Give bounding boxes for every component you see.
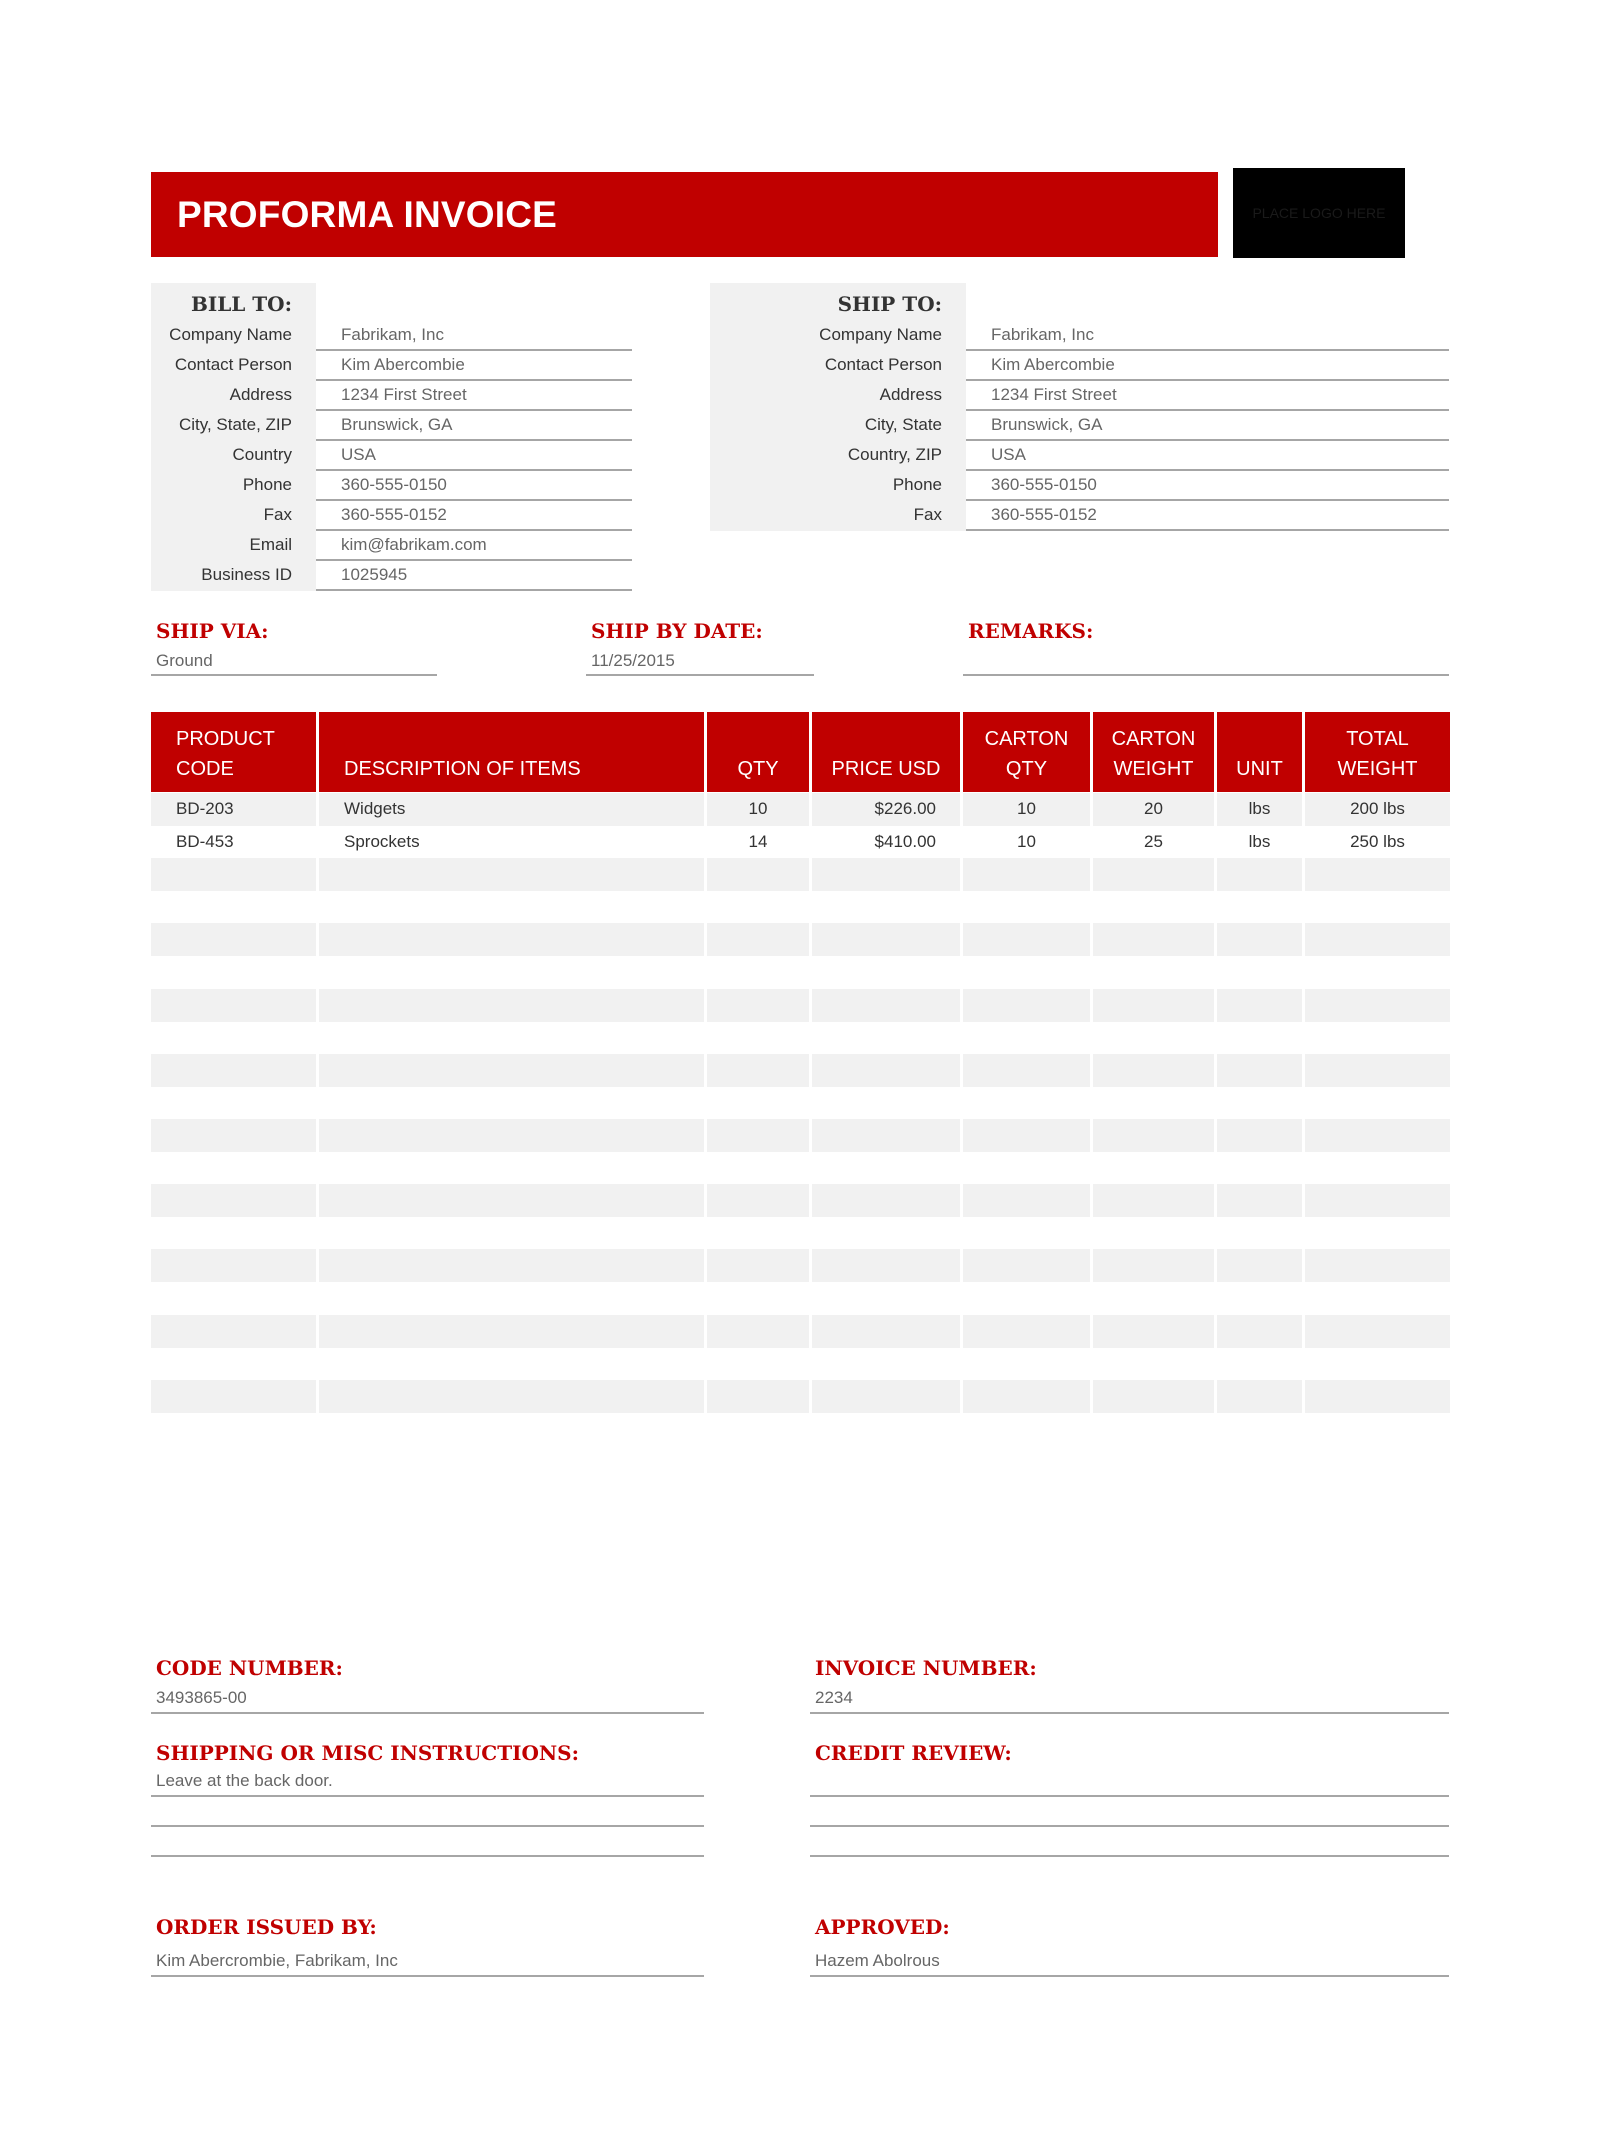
ship-to-row <box>710 471 1449 501</box>
table-cell-price[interactable] <box>812 1021 960 1054</box>
table-cell-price[interactable] <box>812 1217 960 1250</box>
credit-review-label: CREDIT REVIEW: <box>815 1741 1012 1765</box>
table-cell-unit[interactable] <box>1217 1119 1302 1152</box>
table-cell-price[interactable] <box>812 891 960 924</box>
table-cell-code[interactable] <box>151 891 316 924</box>
header-total-weight: TOTAL WEIGHT <box>1305 712 1450 792</box>
table-cell-qty[interactable] <box>707 989 809 1022</box>
approved-field[interactable] <box>810 1945 1449 1977</box>
table-cell-carton-weight[interactable] <box>1093 1249 1214 1282</box>
table-cell-unit[interactable] <box>1217 1086 1302 1119</box>
logo-placeholder[interactable] <box>1233 168 1405 258</box>
table-cell-desc[interactable]: Widgets <box>319 793 704 826</box>
bill-to-row <box>151 531 632 561</box>
field-value[interactable]: Kim Abercombie <box>316 351 632 381</box>
table-cell-total-weight[interactable] <box>1305 891 1450 924</box>
table-cell-desc[interactable] <box>319 1152 704 1185</box>
bill-to-row <box>151 501 632 531</box>
table-cell-qty[interactable] <box>707 1086 809 1119</box>
table-cell-qty[interactable] <box>707 1249 809 1282</box>
table-cell-desc[interactable] <box>319 1184 704 1217</box>
table-cell-desc[interactable] <box>319 1217 704 1250</box>
table-cell-unit[interactable] <box>1217 1282 1302 1315</box>
field-label: Email <box>249 535 292 554</box>
field-value[interactable]: 360-555-0150 <box>316 471 632 501</box>
table-cell-total-weight[interactable] <box>1305 1315 1450 1348</box>
table-cell-total-weight[interactable] <box>1305 1184 1450 1217</box>
header-carton-weight: CARTON WEIGHT <box>1093 712 1214 792</box>
table-cell-qty[interactable] <box>707 1184 809 1217</box>
table-cell-code[interactable] <box>151 1217 316 1250</box>
table-cell-price[interactable] <box>812 1347 960 1380</box>
ship-to-row <box>710 381 1449 411</box>
field-value[interactable]: 1234 First Street <box>316 381 632 411</box>
table-cell-unit[interactable] <box>1217 989 1302 1022</box>
ship-via-value: Ground <box>156 651 213 670</box>
table-cell-total-weight[interactable] <box>1305 956 1450 989</box>
table-cell-qty[interactable] <box>707 923 809 956</box>
table-cell-code[interactable] <box>151 1380 316 1413</box>
header-price: PRICE USD <box>812 712 960 792</box>
table-cell-code[interactable] <box>151 1152 316 1185</box>
remarks-field[interactable] <box>963 648 1449 676</box>
remarks-label: REMARKS: <box>968 619 1094 643</box>
table-cell-code[interactable] <box>151 956 316 989</box>
bill-to-row <box>151 321 632 351</box>
ship-by-date-value: 11/25/2015 <box>591 651 675 670</box>
table-cell-carton-qty[interactable] <box>963 1217 1090 1250</box>
table-cell-unit[interactable] <box>1217 1347 1302 1380</box>
table-cell-desc[interactable] <box>319 1282 704 1315</box>
table-cell-code[interactable]: BD-453 <box>176 832 234 851</box>
table-cell-desc[interactable] <box>319 1119 704 1152</box>
table-cell-price[interactable] <box>812 858 960 891</box>
table-cell-desc[interactable]: Sprockets <box>344 832 420 851</box>
table-cell-carton-weight[interactable] <box>1093 923 1214 956</box>
field-value[interactable]: USA <box>966 441 1449 471</box>
table-cell-qty[interactable] <box>707 1021 809 1054</box>
table-cell-carton-weight[interactable] <box>1093 1152 1214 1185</box>
table-cell-code[interactable] <box>151 1119 316 1152</box>
table-cell-carton-qty[interactable]: 10 <box>1017 832 1036 851</box>
table-cell-price[interactable] <box>812 956 960 989</box>
invoice-number-field[interactable] <box>810 1684 1449 1714</box>
ship-via-label: SHIP VIA: <box>156 619 269 643</box>
table-cell-total-weight[interactable] <box>1305 1249 1450 1282</box>
table-cell-carton-qty[interactable] <box>963 1086 1090 1119</box>
table-cell-unit[interactable] <box>1217 923 1302 956</box>
table-cell-carton-qty[interactable] <box>963 1054 1090 1087</box>
table-cell-desc[interactable] <box>319 858 704 891</box>
table-cell-desc[interactable] <box>319 1021 704 1054</box>
table-cell-carton-weight[interactable] <box>1093 1119 1214 1152</box>
table-cell-total-weight[interactable] <box>1305 1086 1450 1119</box>
table-cell-total-weight[interactable] <box>1305 1380 1450 1413</box>
ship-to-row <box>710 441 1449 471</box>
table-cell-total-weight[interactable] <box>1305 1119 1450 1152</box>
bill-to-row <box>151 351 632 381</box>
table-cell-code[interactable] <box>151 923 316 956</box>
table-cell-price[interactable] <box>812 1086 960 1119</box>
table-cell-qty[interactable] <box>707 1054 809 1087</box>
table-cell-carton-qty[interactable] <box>963 1249 1090 1282</box>
table-cell-price[interactable] <box>812 1380 960 1413</box>
table-cell-carton-qty[interactable] <box>963 956 1090 989</box>
table-cell-code[interactable] <box>151 1054 316 1087</box>
table-cell-code[interactable]: BD-203 <box>151 793 316 826</box>
credit-review-line-2[interactable] <box>810 1797 1449 1827</box>
bill-to-row <box>151 381 632 411</box>
ship-to-row <box>710 321 1449 351</box>
table-cell-total-weight[interactable] <box>1305 1054 1450 1087</box>
field-label: Company Name <box>819 325 942 344</box>
header-description: DESCRIPTION OF ITEMS <box>319 712 704 792</box>
table-cell-qty[interactable]: 10 <box>707 793 809 826</box>
field-value[interactable]: kim@fabrikam.com <box>316 531 632 561</box>
code-number-field[interactable] <box>151 1684 704 1714</box>
table-cell-unit[interactable] <box>1217 1054 1302 1087</box>
field-label: Phone <box>242 475 292 494</box>
table-cell-code[interactable] <box>151 1021 316 1054</box>
table-cell-total-weight[interactable] <box>1305 858 1450 891</box>
field-label: Contact Person <box>174 355 292 374</box>
shipping-instructions-line-3[interactable] <box>151 1827 704 1857</box>
table-cell-unit[interactable] <box>1217 1315 1302 1348</box>
shipping-instructions-value: Leave at the back door. <box>156 1771 333 1790</box>
table-cell-qty[interactable] <box>707 1315 809 1348</box>
field-label: City, State, ZIP <box>178 415 292 434</box>
table-cell-qty[interactable] <box>707 1347 809 1380</box>
credit-review-line-1[interactable] <box>810 1767 1449 1797</box>
field-value[interactable]: Fabrikam, Inc <box>316 321 632 351</box>
table-cell-carton-qty[interactable] <box>963 989 1090 1022</box>
order-issued-field[interactable] <box>151 1945 704 1977</box>
field-label: Country <box>232 445 292 464</box>
field-label: Address <box>879 385 942 404</box>
field-label: Contact Person <box>824 355 942 374</box>
table-cell-carton-weight[interactable] <box>1093 858 1214 891</box>
table-cell-unit[interactable]: lbs <box>1217 793 1302 826</box>
table-cell-total-weight[interactable] <box>1305 1217 1450 1250</box>
title-banner <box>151 172 1218 257</box>
table-cell-price[interactable] <box>812 989 960 1022</box>
shipping-instructions-label: SHIPPING OR MISC INSTRUCTIONS: <box>156 1741 579 1765</box>
table-cell-unit[interactable] <box>1217 1021 1302 1054</box>
table-cell-carton-qty[interactable] <box>963 1380 1090 1413</box>
table-cell-qty[interactable] <box>707 1282 809 1315</box>
invoice-number-label: INVOICE NUMBER: <box>815 1656 1037 1680</box>
table-cell-total-weight[interactable] <box>1305 1282 1450 1315</box>
table-cell-total-weight[interactable] <box>1305 923 1450 956</box>
table-cell-carton-qty[interactable] <box>963 858 1090 891</box>
table-cell-code[interactable] <box>151 1249 316 1282</box>
bill-to-row <box>151 471 632 501</box>
table-cell-carton-qty[interactable] <box>963 923 1090 956</box>
table-cell-desc[interactable] <box>319 891 704 924</box>
table-cell-unit[interactable]: lbs <box>1248 832 1271 851</box>
table-cell-price[interactable] <box>812 1184 960 1217</box>
approved-value: Hazem Abolrous <box>815 1951 940 1970</box>
field-label: Company Name <box>169 325 292 344</box>
table-cell-price[interactable] <box>812 1249 960 1282</box>
table-cell-unit[interactable] <box>1217 956 1302 989</box>
table-cell-carton-weight[interactable] <box>1093 1184 1214 1217</box>
code-number-value: 3493865-00 <box>156 1688 247 1707</box>
header-carton-qty: CARTON QTY <box>963 712 1090 792</box>
table-cell-carton-weight[interactable] <box>1093 1380 1214 1413</box>
table-cell-carton-weight[interactable] <box>1093 1217 1214 1250</box>
table-cell-desc[interactable] <box>319 1086 704 1119</box>
table-cell-code[interactable] <box>151 1315 316 1348</box>
field-value[interactable]: 1234 First Street <box>966 381 1449 411</box>
table-cell-price[interactable] <box>812 1152 960 1185</box>
table-cell-total-weight[interactable] <box>1305 1152 1450 1185</box>
table-cell-unit[interactable] <box>1217 1184 1302 1217</box>
shipping-instructions-line-2[interactable] <box>151 1797 704 1827</box>
field-value[interactable]: 360-555-0152 <box>316 501 632 531</box>
approved-label: APPROVED: <box>815 1915 950 1939</box>
field-label: Country, ZIP <box>847 445 942 464</box>
ship-by-date-field[interactable] <box>586 648 814 676</box>
table-cell-carton-qty[interactable] <box>963 891 1090 924</box>
table-cell-qty[interactable] <box>707 1152 809 1185</box>
table-cell-desc[interactable] <box>319 956 704 989</box>
table-cell-price[interactable]: $410.00 <box>874 832 936 851</box>
table-cell-carton-weight[interactable] <box>1093 1021 1214 1054</box>
field-label: Business ID <box>201 565 292 584</box>
field-value[interactable]: Kim Abercombie <box>966 351 1449 381</box>
shipping-instructions-line-1[interactable] <box>151 1767 704 1797</box>
table-cell-qty[interactable] <box>707 1217 809 1250</box>
order-issued-value: Kim Abercrombie, Fabrikam, Inc <box>156 1951 398 1970</box>
ship-to-row <box>710 411 1449 441</box>
field-value[interactable]: USA <box>316 441 632 471</box>
table-cell-price[interactable] <box>812 1315 960 1348</box>
table-cell-carton-qty[interactable] <box>963 1347 1090 1380</box>
order-issued-label: ORDER ISSUED BY: <box>156 1915 377 1939</box>
table-cell-code[interactable] <box>151 858 316 891</box>
logo-text: PLACE LOGO HERE <box>1252 205 1386 221</box>
table-cell-carton-weight[interactable] <box>1093 989 1214 1022</box>
field-value[interactable]: 360-555-0150 <box>966 471 1449 501</box>
table-cell-code[interactable] <box>151 1086 316 1119</box>
table-cell-unit[interactable] <box>1217 891 1302 924</box>
table-cell-desc[interactable] <box>319 1249 704 1282</box>
ship-to-heading: SHIP TO: <box>837 292 942 316</box>
table-cell-desc[interactable] <box>319 1315 704 1348</box>
table-cell-carton-weight[interactable] <box>1093 1347 1214 1380</box>
bill-to-heading: BILL TO: <box>190 292 292 316</box>
field-label: City, State <box>864 415 942 434</box>
ship-to-row <box>710 351 1449 381</box>
table-cell-desc[interactable] <box>319 1054 704 1087</box>
table-cell-unit[interactable] <box>1217 858 1302 891</box>
header-product-code: PRODUCT CODE <box>151 712 316 792</box>
table-cell-code[interactable] <box>151 1282 316 1315</box>
table-cell-qty[interactable]: 14 <box>748 832 768 851</box>
table-cell-code[interactable] <box>151 1184 316 1217</box>
table-cell-desc[interactable] <box>319 989 704 1022</box>
table-cell-price[interactable] <box>812 923 960 956</box>
table-cell-carton-weight[interactable] <box>1093 1282 1214 1315</box>
table-cell-carton-weight[interactable]: 20 <box>1093 793 1214 826</box>
bill-to-row <box>151 441 632 471</box>
table-cell-total-weight[interactable] <box>1305 1021 1450 1054</box>
table-cell-total-weight[interactable] <box>1305 1347 1450 1380</box>
table-cell-price[interactable] <box>812 1282 960 1315</box>
table-cell-qty[interactable] <box>707 891 809 924</box>
page-title: PROFORMA INVOICE <box>177 194 558 235</box>
table-cell-carton-qty[interactable] <box>963 1184 1090 1217</box>
table-cell-carton-weight[interactable]: 25 <box>1144 832 1163 851</box>
field-label: Fax <box>913 505 942 524</box>
field-value[interactable]: 360-555-0152 <box>966 501 1449 531</box>
invoice-number-value: 2234 <box>815 1688 853 1707</box>
field-value[interactable]: 1025945 <box>316 561 632 591</box>
ship-to-row <box>710 501 1449 531</box>
table-cell-carton-weight[interactable] <box>1093 1086 1214 1119</box>
code-number-label: CODE NUMBER: <box>156 1656 343 1680</box>
table-cell-unit[interactable] <box>1217 1217 1302 1250</box>
table-cell-carton-weight[interactable] <box>1093 1054 1214 1087</box>
table-cell-total-weight[interactable]: 200 lbs <box>1305 793 1450 826</box>
table-cell-carton-weight[interactable] <box>1093 956 1214 989</box>
table-cell-carton-weight[interactable] <box>1093 1315 1214 1348</box>
bill-to-row <box>151 561 632 591</box>
field-value[interactable]: Brunswick, GA <box>316 411 632 441</box>
table-cell-total-weight[interactable] <box>1305 989 1450 1022</box>
table-cell-carton-qty[interactable] <box>963 1315 1090 1348</box>
ship-by-date-label: SHIP BY DATE: <box>591 619 763 643</box>
header-unit: UNIT <box>1217 712 1302 792</box>
table-cell-qty[interactable] <box>707 858 809 891</box>
field-label: Fax <box>263 505 292 524</box>
table-cell-unit[interactable] <box>1217 1380 1302 1413</box>
table-cell-carton-qty[interactable] <box>963 1021 1090 1054</box>
table-cell-code[interactable] <box>151 989 316 1022</box>
table-cell-price[interactable] <box>812 1119 960 1152</box>
table-cell-price[interactable] <box>812 1054 960 1087</box>
ship-via-field[interactable] <box>151 648 437 676</box>
table-cell-unit[interactable] <box>1217 1152 1302 1185</box>
table-cell-price[interactable]: $226.00 <box>812 793 960 826</box>
table-cell-desc[interactable] <box>319 923 704 956</box>
table-cell-carton-qty[interactable] <box>963 1282 1090 1315</box>
table-cell-unit[interactable] <box>1217 1249 1302 1282</box>
table-cell-carton-weight[interactable] <box>1093 891 1214 924</box>
table-cell-desc[interactable] <box>319 1380 704 1413</box>
field-label: Phone <box>892 475 942 494</box>
bill-to-row <box>151 411 632 441</box>
table-cell-desc[interactable] <box>319 1347 704 1380</box>
table-cell-total-weight[interactable]: 250 lbs <box>1350 832 1405 851</box>
table-cell-qty[interactable] <box>707 1119 809 1152</box>
table-cell-carton-qty[interactable] <box>963 1119 1090 1152</box>
field-value[interactable]: Brunswick, GA <box>966 411 1449 441</box>
table-cell-qty[interactable] <box>707 956 809 989</box>
credit-review-line-3[interactable] <box>810 1827 1449 1857</box>
header-qty: QTY <box>707 712 809 792</box>
table-cell-qty[interactable] <box>707 1380 809 1413</box>
field-value[interactable]: Fabrikam, Inc <box>966 321 1449 351</box>
table-cell-carton-qty[interactable] <box>963 1152 1090 1185</box>
table-cell-carton-qty[interactable]: 10 <box>963 793 1090 826</box>
field-label: Address <box>229 385 292 404</box>
table-cell-code[interactable] <box>151 1347 316 1380</box>
